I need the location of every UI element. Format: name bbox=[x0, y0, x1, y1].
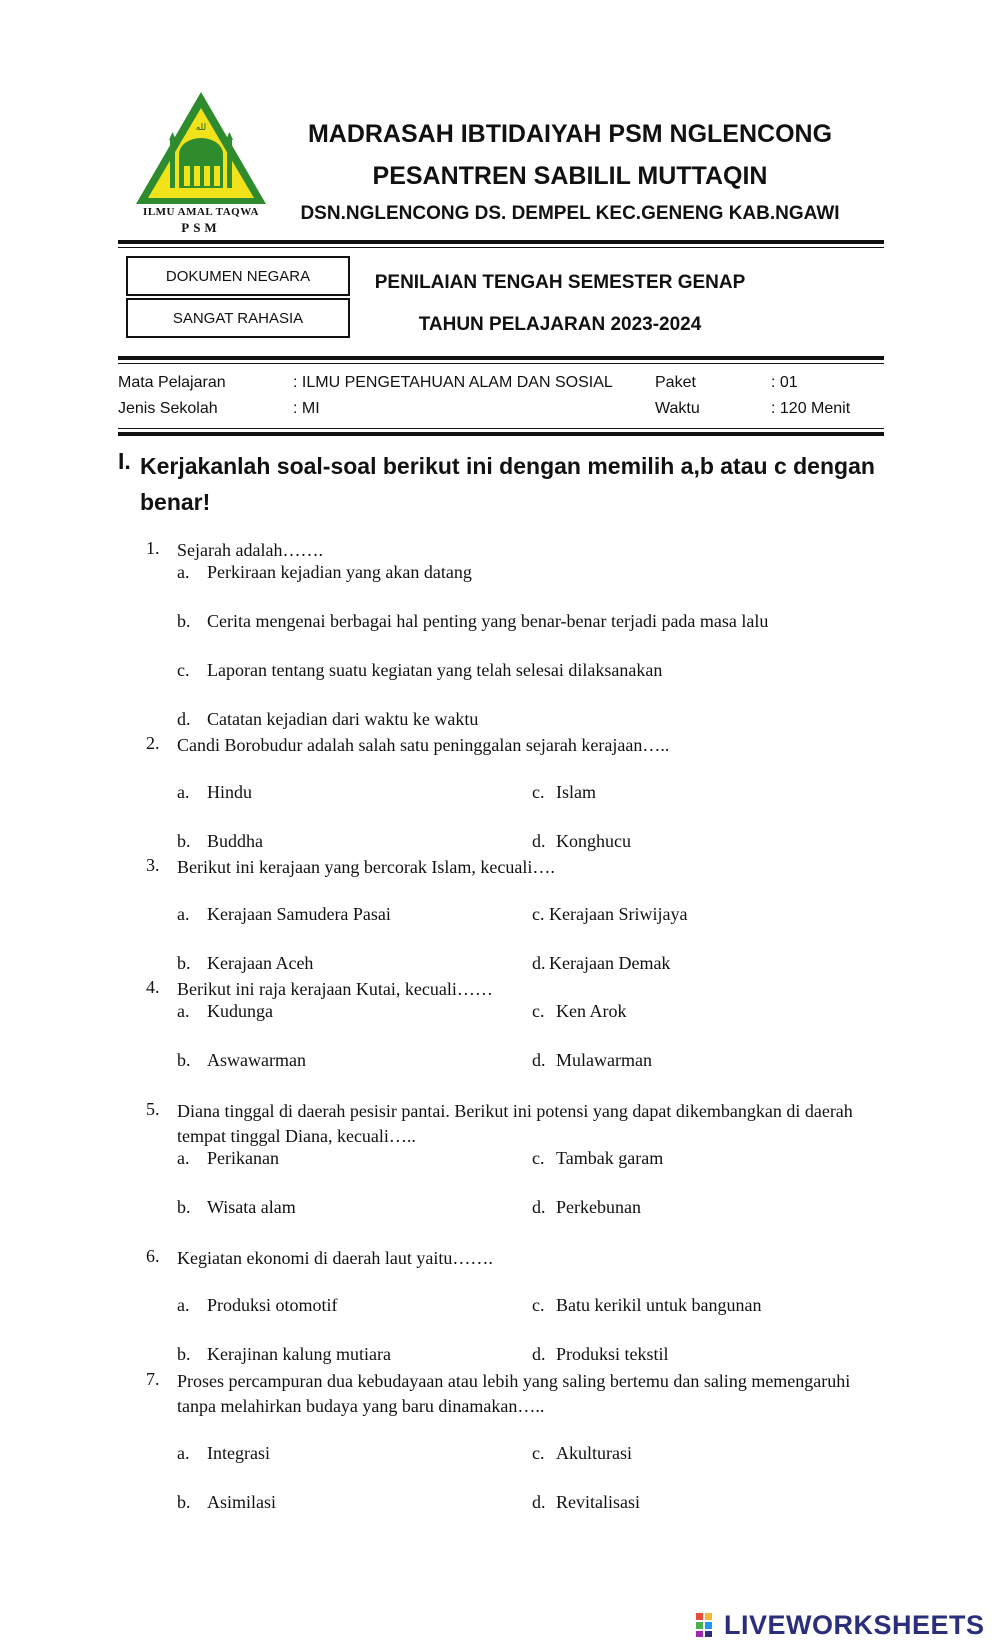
question-number: 1. bbox=[146, 538, 160, 558]
option-text: Perkebunan bbox=[556, 1197, 641, 1217]
option-text: Islam bbox=[556, 782, 596, 802]
school-type-label: Jenis Sekolah bbox=[118, 400, 218, 417]
option-text: Cerita mengenai berbagai hal penting yang benar-benar terjadi pada masa lalu bbox=[207, 611, 769, 631]
option-text: Kerajaan Samudera Pasai bbox=[207, 904, 391, 924]
exam-divider-thick bbox=[118, 356, 884, 360]
header-divider-thick bbox=[118, 240, 884, 244]
option-letter: b. bbox=[177, 831, 191, 851]
option-text: Perikanan bbox=[207, 1148, 279, 1168]
option-letter: a. bbox=[177, 1001, 190, 1021]
option-text: Produksi otomotif bbox=[207, 1295, 338, 1315]
option-letter: a. bbox=[177, 1148, 190, 1168]
option-text: Ken Arok bbox=[556, 1001, 627, 1021]
option-letter: a. bbox=[177, 1295, 190, 1315]
question-number: 7. bbox=[146, 1369, 160, 1389]
option-letter: d. bbox=[532, 953, 546, 973]
option-text: Hindu bbox=[207, 782, 252, 802]
watermark-text: LIVEWORKSHEETS bbox=[724, 1609, 985, 1640]
question-text: Candi Borobudur adalah salah satu peninggalan sejarah kerajaan….. bbox=[177, 735, 670, 755]
instruction-number: I. bbox=[118, 448, 131, 474]
exam-divider-thin bbox=[118, 363, 884, 364]
option-letter: a. bbox=[177, 1443, 190, 1463]
option-text: Akulturasi bbox=[556, 1443, 632, 1463]
option-text: Perkiraan kejadian yang akan datang bbox=[207, 562, 472, 582]
option-text: Laporan tentang suatu kegiatan yang telah selesai dilaksanakan bbox=[207, 660, 663, 680]
subject-label: Mata Pelajaran bbox=[118, 374, 226, 391]
option-letter: c. bbox=[532, 1148, 545, 1168]
option-letter: c. bbox=[532, 782, 545, 802]
option-letter: c. bbox=[532, 1001, 545, 1021]
option-text: Wisata alam bbox=[207, 1197, 296, 1217]
option-text: Catatan kejadian dari waktu ke waktu bbox=[207, 709, 479, 729]
info-divider-thin bbox=[118, 428, 884, 429]
pesantren-name: PESANTREN SABILIL MUTTAQIN bbox=[372, 162, 768, 190]
header-divider-thin bbox=[118, 247, 884, 248]
option-text: Kerajaan Sriwijaya bbox=[549, 904, 688, 924]
package-label: Paket bbox=[655, 374, 696, 391]
option-text: Produksi tekstil bbox=[556, 1344, 669, 1364]
question-number: 6. bbox=[146, 1246, 160, 1266]
option-letter: c. bbox=[177, 660, 190, 680]
option-letter: a. bbox=[177, 904, 190, 924]
option-text: Kerajaan Demak bbox=[549, 953, 671, 973]
question-text: Sejarah adalah……. bbox=[177, 540, 323, 560]
option-letter: a. bbox=[177, 782, 190, 802]
option-letter: d. bbox=[532, 1197, 546, 1217]
package-value: : 01 bbox=[771, 374, 798, 391]
instruction-text: Kerjakanlah soal-soal berikut ini dengan memilih a,b atau c dengan benar! bbox=[140, 453, 875, 515]
question-number: 2. bbox=[146, 733, 160, 753]
option-text: Buddha bbox=[207, 831, 263, 851]
option-letter: d. bbox=[532, 1492, 546, 1512]
question-text: Proses percampuran dua kebudayaan atau lebih yang saling bertemu dan saling memengaruhi tanpa melahirkan budaya yang baru dinamakan….. bbox=[177, 1371, 851, 1416]
option-letter: c. bbox=[532, 1443, 545, 1463]
question-number: 5. bbox=[146, 1099, 160, 1119]
option-letter: b. bbox=[177, 1344, 191, 1364]
option-text: Mulawarman bbox=[556, 1050, 652, 1070]
info-divider-thick bbox=[118, 432, 884, 436]
option-letter: b. bbox=[177, 1492, 191, 1512]
option-letter: b. bbox=[177, 953, 191, 973]
option-letter: b. bbox=[177, 1197, 191, 1217]
exam-title: PENILAIAN TENGAH SEMESTER GENAP bbox=[374, 272, 746, 293]
question-number: 3. bbox=[146, 855, 160, 875]
option-text: Revitalisasi bbox=[556, 1492, 640, 1512]
option-text: Kerajinan kalung mutiara bbox=[207, 1344, 391, 1364]
option-letter: d. bbox=[532, 1344, 546, 1364]
option-letter: c. bbox=[532, 1295, 545, 1315]
exam-year: TAHUN PELAJARAN 2023-2024 bbox=[418, 314, 702, 335]
school-name: MADRASAH IBTIDAIYAH PSM NGLENCONG bbox=[307, 120, 833, 148]
question-text: Diana tinggal di daerah pesisir pantai. Berikut ini potensi yang dapat dikembangkan di daerah tempat tinggal Diana, kecuali….. bbox=[177, 1101, 853, 1146]
liveworksheets-watermark bbox=[695, 1610, 985, 1640]
question-text: Kegiatan ekonomi di daerah laut yaitu……. bbox=[177, 1248, 493, 1268]
svg-text:لله: لله bbox=[195, 123, 207, 133]
question-text: Berikut ini raja kerajaan Kutai, kecuali…… bbox=[177, 979, 493, 999]
option-letter: d. bbox=[177, 709, 191, 729]
time-label: Waktu bbox=[655, 400, 700, 417]
option-letter: a. bbox=[177, 562, 190, 582]
option-text: Kerajaan Aceh bbox=[207, 953, 314, 973]
school-type-value: : MI bbox=[293, 400, 320, 417]
question-number: 4. bbox=[146, 977, 160, 997]
option-letter: b. bbox=[177, 1050, 191, 1070]
option-text: Konghucu bbox=[556, 831, 631, 851]
time-value: : 120 Menit bbox=[771, 400, 851, 417]
liveworksheets-logo-icon bbox=[695, 1612, 721, 1638]
option-text: Aswawarman bbox=[207, 1050, 306, 1070]
option-text: Kudunga bbox=[207, 1001, 273, 1021]
option-letter: b. bbox=[177, 611, 191, 631]
logo-initials: PSM bbox=[181, 220, 221, 235]
logo-motto: ILMU AMAL TAQWA bbox=[143, 206, 259, 218]
option-text: Tambak garam bbox=[556, 1148, 664, 1168]
option-letter: d. bbox=[532, 831, 546, 851]
sangat-rahasia-box: SANGAT RAHASIA bbox=[126, 298, 350, 338]
option-text: Asimilasi bbox=[207, 1492, 277, 1512]
dokumen-negara-box: DOKUMEN NEGARA bbox=[126, 256, 350, 296]
question-text: Berikut ini kerajaan yang bercorak Islam, kecuali…. bbox=[177, 857, 555, 877]
school-address: DSN.NGLENCONG DS. DEMPEL KEC.GENENG KAB.NGAWI bbox=[300, 203, 840, 224]
option-text: Integrasi bbox=[207, 1443, 270, 1463]
school-logo bbox=[132, 90, 270, 240]
subject-value: : ILMU PENGETAHUAN ALAM DAN SOSIAL bbox=[293, 374, 613, 391]
option-letter: c. bbox=[532, 904, 545, 924]
option-text: Batu kerikil untuk bangunan bbox=[556, 1295, 762, 1315]
option-letter: d. bbox=[532, 1050, 546, 1070]
